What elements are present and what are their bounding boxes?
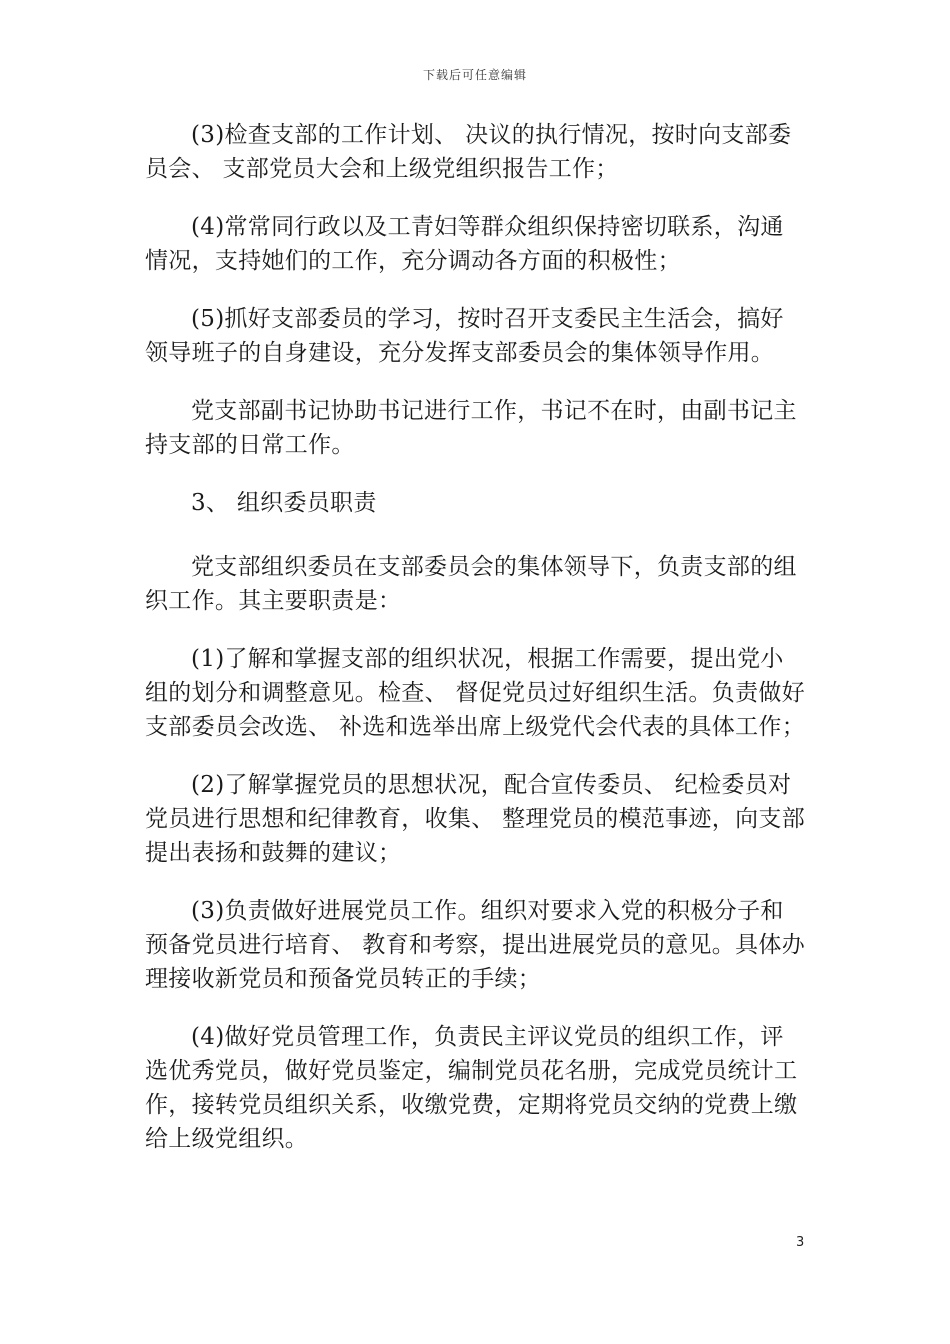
paragraph-secretary-duty-4: (4)常常同行政以及工青妇等群众组织保持密切联系，沟通情况，支持她们的工作，充分调动各方面的积极性； [145,214,784,274]
document-body [145,118,805,1180]
paragraph-secretary-duty-3: (3)检查支部的工作计划、 决议的执行情况，按时向支部委员会、 支部党员大会和上级党组织报告工作； [145,122,792,182]
paragraph-deputy-secretary: 党支部副书记协助书记进行工作，书记不在时，由副书记主持支部的日常工作。 [145,398,797,458]
paragraph-organization-duty-2: (2)了解掌握党员的思想状况，配合宣传委员、 纪检委员对党员进行思想和纪律教育，收集、 整理党员的模范事迹，向支部提出表扬和鼓舞的建议； [145,772,806,866]
paragraph-organization-duty-3: (3)负责做好进展党员工作。组织对要求入党的积极分子和预备党员进行培育、 教育和考察，提出进展党员的意见。具体办理接收新党员和预备党员转正的手续； [145,898,806,992]
paragraph-organization-duty-1: (1)了解和掌握支部的组织状况，根据工作需要，提出党小组的划分和调整意见。检查、 督促党员过好组织生活。负责做好支部委员会改选、 补选和选举出席上级党代会代表的具体工作； [145,646,806,740]
paragraph-organization-duty-4: (4)做好党员管理工作，负责民主评议党员的组织工作，评选优秀党员，做好党员鉴定，编制党员花名册，完成党员统计工作，接转党员组织关系，收缴党费，定期将党员交纳的党费上缴给上级党组织。 [145,1024,798,1152]
page-number: 3 [796,1235,805,1250]
page-header: 下载后可任意编辑 [422,68,527,82]
paragraph-organization-intro: 党支部组织委员在支部委员会的集体领导下，负责支部的组织工作。其主要职责是： [145,554,797,614]
paragraph-secretary-duty-5: (5)抓好支部委员的学习，按时召开支委民主生活会，搞好领导班子的自身建设，充分发挥支部委员会的集体领导作用。 [145,306,784,366]
section-heading-organization-member: 3、 组织委员职责 [191,490,377,516]
